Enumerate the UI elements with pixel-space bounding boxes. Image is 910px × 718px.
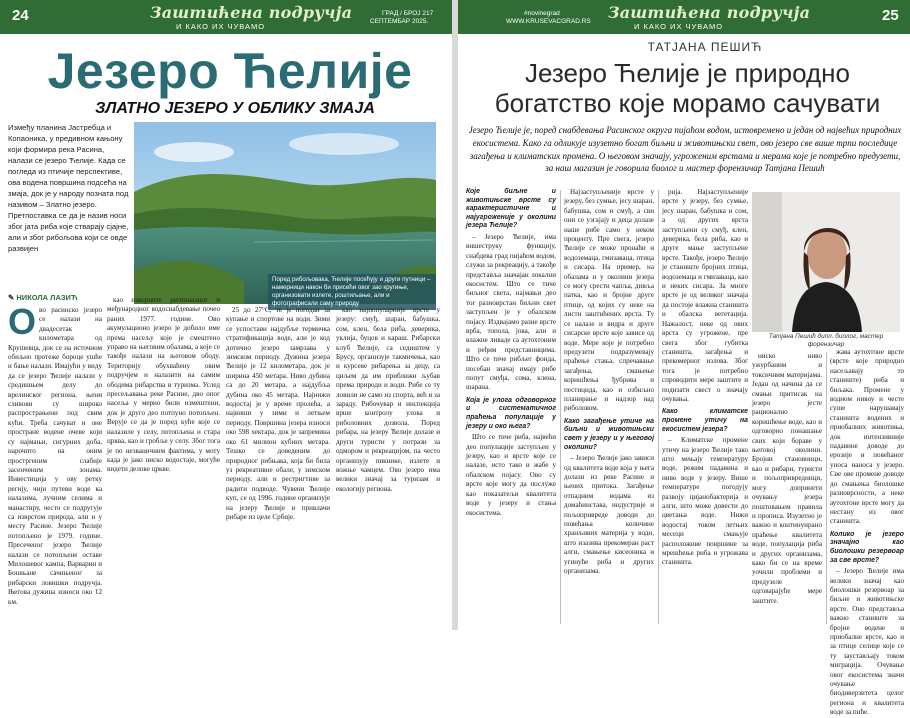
left-brand-title: Заштићена подручја (150, 3, 353, 22)
question-heading: Колико је језеро значајно као биолошки резервоар за све врсте? (830, 530, 904, 564)
answer-text: – Језеро Ћелије има велики значај као биолошки резервоар за биљне и животињске врсте. Оно представља важно станиште за бројне водене и приобалне врсте, као и за птице селице које се ту заустављају током миграција. Очување овог екосистема значи очување биодиверзитета целог региона и квалитета воде за пиће. (830, 567, 904, 717)
issue-number: ГРАД / БРОЈ 217 (382, 10, 434, 17)
right-article-lede: Језеро Ћелије је, поред снабдевања Расинског округа пијаћом водом, истовремено и један од највећих природних екосистема. Како га одликује изузетно богат биљни и животињски свет, ово језеро све више трпи последице загађења и климатских промена. О његовом значају, угроженим врстама и мерама које је потребно предузети, за наш магазин је говорила биолог и мастер форензичар Татјана Пешић (468, 125, 902, 174)
right-brand-title: Заштићена подручја (608, 3, 811, 22)
answer-text: Што се тиче риба, највећи део популације заступљен у језеру, као и врсте које се налазе, исто тако и жабе у обалском појасу. Ово су врсте које могу да послуже као показатељи квалитета воде у језеру и стања екосистема. (466, 433, 556, 517)
hashtag: #novinegrad (524, 10, 560, 17)
left-column-3 (226, 306, 330, 624)
question-heading: Која је улога одговорног и систематичног праћења популације у језеру и око њега? (466, 396, 556, 430)
question-heading: Како климатске промене утичу на екосистем језера? (662, 408, 748, 433)
left-article-title: Језеро Ћелије (47, 43, 413, 99)
left-author-name: НИКОЛА ЛАЗИЋ (16, 293, 78, 302)
answer-text: – Језеро Ћелије, има вишеструку функцију, снабдева град пијаћом водом, служи за рекреацију, а такође представља значајан локални екосистем. Што се тиче биљног света, најмањи део тог разноврстан биљни свет заступљен је у обалском појасу. Издвајамо разне врсте врба, топола, јова, али и влажне ливаде са аутохтоним и ређим представницима. Што се тиче рибљег фонда, посебан значај имају рибе попут смуђа, сома, клена, шарана. (466, 232, 556, 392)
right-column-5 (830, 188, 904, 717)
right-author-name: ТАТЈАНА ПЕШИЋ (647, 40, 763, 54)
column-divider (826, 352, 827, 624)
drop-cap: О (8, 301, 37, 342)
left-page-header (0, 0, 452, 34)
column-divider (658, 190, 659, 624)
left-column-4-text: као најпопуларније врсте у језеру: смуђ, шаран, бабушка, сом, клен, бела риба, деверика, уклија, буцов и караш. Рибарски клуб Ћелије, са седиштем у Брусу, организује такмичења, као и курсеве рибарења за децу, са циљем да им приближи љубав према природи и води. Рибе се ту ловили не само из спорта, већ и за зараду. Рибочувар и инспекција врше контролу улова и риболовних дозвола. Поред рибара, на језеру Ћелије долазе и други туристи у потрази за одмором и рекреацијом, па често организују пикнике, излете и вожње чамцем. Ово језеро има велики значај за туризам и екологију региона. (336, 306, 440, 493)
question-heading: Како загађење утиче на биљни и животињски свет у језеру и у његовој околини? (564, 417, 654, 451)
answer-text: – Језеро Ћелије јако зависи од квалитета воде која у њега долази из реке Расине и њених притока. Загађење отпадним водама из домаћинстава, индустрије и пољопривреде доводи до повећања количине хранљивих материја у води, што изазива прекомеран раст алги, смањење кисеоника и угинуће риба и других организама. (564, 454, 654, 575)
left-column-1-text: во расинско језеро се налази на двадесетак километара од Крушевца, док се на источном обиљно протеже бороце ушће и бање налази. Имајући у виду да се језеро Ћелије налази у средишњем делу до врелинског региона, њени сливови су широко распрострањени под свим кући. Треба сачуват и оне простране водене очеве који су најмањи, сигурних доба, нарочито на оним простргеним слабије засенченим зонама. Инвестиција у ову ретку регију, чији путеви воде ка налазима, лучним селима и манастиру, често се подругује са изврстом природа, али и у месту Расине. Језеро Ћелије потопљено је 1979. године. Пресеченог језеро Ћелије налази се потопљене оставе Милошевог кампа, Варварин и Бошњане сачињеног за рибарски ловишки подручја. Његова дужина износи око 12 км. (8, 306, 102, 606)
right-column-1 (466, 188, 556, 624)
question-heading: Које биљне и животињске врсте су карактеристичне и најугроженије у околини језера Ћелије? (466, 188, 556, 230)
left-column-2 (107, 296, 220, 624)
photo-caption: Поред рибољовака, Ћелије посећују и други путници – намерници након би присећи овог зао кругиње, организовати излете, роштиљање, али и фотографисали саму природу (268, 274, 436, 310)
right-column-4 (752, 352, 822, 624)
issue-date: СЕПТЕМБАР 2025. (370, 18, 429, 25)
portrait-caption: Татјана Пешић дипл. биолог, мастер форензичар (768, 333, 884, 348)
left-article-subtitle: ЗЛАТНО ЈЕЗЕРО У ОБЛИКУ ЗМАЈА (95, 100, 375, 117)
column-divider (560, 190, 561, 624)
website: WWW.KRUSEVACGRAD.RS (506, 18, 591, 25)
pen-icon: ✎ (8, 293, 15, 302)
answer-text: – Климатске промене утичу на језеро Ћелије тако што мењају температуру воде, режим падавина и ниво воде у језеру. Више температуре погодују развоју цијанобактерија и алги, што може довести до цветања воде. Нижи водостај током летњих месеци смањује расположиве површине за мрешћење риба и угрожава станишта. (662, 436, 748, 567)
right-page-number: 25 (882, 7, 899, 24)
left-column-2-text: као изворните регионалног и међународног водоснабдевање почео раних 1977. године. Ово акумулационо језеро је добило име према насељу које је смештено управо на његовим обалама, а које се такође налази на његовом ободу. Територију обухваћену овим подручјем и налазити на самим ободима рибарства и туризма. Услед пресељавања реке Расине, дво опог насеља у мерно били измештени, док је друго део потпуно потопљен. Верује се да је поред куће које се налазиле у селу, потопљена и стара црква, као и гробље у селу. Због тога је по незваничним фактима, у моту када је јако ниско водостаје, могуће видети делове цркве. (107, 296, 220, 474)
right-column-5-text: жава аутохтоне врсте (врсте које природно насељавају то станиште) риба и биљака. Промене у водном нивоу и честе суше нарушавају станишта водених и приобалних животиња, док интензивније падавине доводе до ерозије и повећаног уноса наноса у језеро. Све ове промене доводе до смањења биолошке разноврсности, а неке аутохтоне врсте могу да нестану из овог станишта. (830, 348, 904, 526)
right-column-2-text: Најзаступљеније врсте у језеру, без сумње, јесу шаран, бабушка, сом и смуђ, а сви они се узгајају и деца долазе наше рибе само у неком проценту. Пре свега, језеро Ћелије се може пронаћи и водоземаца, гмизаваца, птица и сисара. На пример, на обалама и у околини језера се могу срести чапља, дивља патка, као и бројне друге птице, од којих су неке на листи заштићених врста. Ту се налазе и видра и друге сисарске врсте које зависе од воде. Мере које је потребно предузети подразумевају праћење стања, спречавање загађења, смањење коришћења ђубрива и пестицида, као и озбиљно планирање и надзор над риболовом. (564, 188, 654, 413)
left-article-lede: Између планина Јастребца и Копаоника, у предивном кањону који формира река Расина, налази се језеро Ћелије. Када се погледа из птичије перспективе, ова водена површина подсећа на змаја, док је у народу позната под називом – Златно језеро. Претпоставка се да је назив носи због јата риба које стварају сјајне, али и због рибољова који се овде развијен (8, 123, 129, 253)
left-column-4 (336, 306, 440, 624)
right-column-2 (564, 188, 654, 624)
left-page-number: 24 (12, 7, 29, 24)
right-article-title: Језеро Ћелије је природно богатство које морамо сачувати (494, 58, 881, 118)
left-brand-subtitle: И КАКО ИХ ЧУВАМО (176, 22, 266, 31)
right-column-4-text: ниско ниво ужурбаним и токсичним материјама. Један од начина да се смањи притисак на језеро јесте рационално коришћење воде, као и одговорно понашање свих који бораве у његовој околини. Бројни становници, као и рибари, туристи и пољопривредници, могу допринети очувању језера поштовањем правила и прописа. Изузетно је важно и континуирано праћење квалитета воде, популација риба и других организама, како би се на време уочили проблеми и предузеле одговарајуће мере заштите. (752, 352, 822, 605)
right-brand-subtitle: И КАКО ИХ ЧУВАМО (634, 22, 724, 31)
right-page-header (458, 0, 910, 34)
left-column-1 (8, 301, 102, 624)
right-column-3-text: рија. Најзаступљеније врсте у језеру, без сумње, јесу шаран, бабушка и сом, а од других врста заступљени су смуђ, клен, деверика, бела риба, као и друге мање заступљене врсте. Такође, језеро Ћелије је станиште бројних птица, водоземаца и гмизаваца, као и неких сисара. За многе врсте је од великог значаја да постоје влажна станишта и обалска вегетација. Нажалост, неке од ових врста су угрожене, пре свега због губитка станишта, загађења и прекомерног излова. Због тога је потребно спроводити мере заштите и подизати свест о значају очувања. (662, 188, 748, 403)
left-column-3-text: 25 до 27°C, те је погодан за купање и спортове на води. Зими се успостави најдубље термичка стратификација воде, али је код дотично језеро замрзава у зимском периоду. Дужина језера Ћелије је 12 километара, док је ширина 450 метара. Ниво дубина са до 20 метара, а најдубља дубина око 45 метара. Најнижи водостај је у време пролећа, а највиши у зими и летњем периоду. Површина језера износи око 598 хектара, док је запремина око 61 милион кубних метара. Тешко се доведеним до природног рибњака, која би била уз рекреативне обале, у зимском периоду, али и рестригтиве за радити подводе. Чувени Ћелије куп, се од 1996. године организује на језеру Ћелије и привлачи рибаре из целе Србије. (226, 306, 330, 521)
right-column-3 (662, 188, 748, 624)
page-gutter (452, 0, 458, 630)
